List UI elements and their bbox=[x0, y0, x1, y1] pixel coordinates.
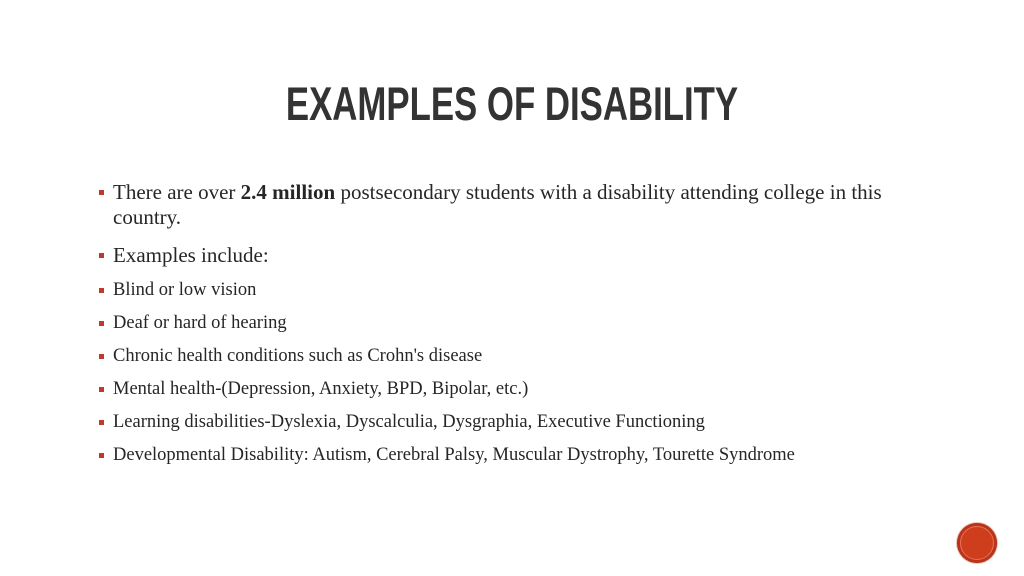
bullet-icon bbox=[99, 420, 104, 425]
bullet-item bbox=[99, 280, 919, 301]
bullet-item bbox=[99, 412, 919, 433]
bullet-icon bbox=[99, 453, 104, 458]
bullet-text: Learning disabilities-Dyslexia, Dyscalculia, Dysgraphia, Executive Functioning bbox=[113, 412, 705, 432]
slide-title: EXAMPLES OF DISABILITY bbox=[285, 77, 739, 130]
bullet-icon bbox=[99, 253, 104, 258]
bullet-text-post: postsecondary students with a disability attending college in this country. bbox=[113, 180, 882, 229]
bullet-item bbox=[99, 243, 919, 268]
next-slide-button[interactable] bbox=[957, 523, 997, 563]
bullet-item bbox=[99, 445, 919, 466]
bullet-item bbox=[99, 180, 919, 230]
bullet-text: Chronic health conditions such as Crohn's disease bbox=[113, 346, 483, 366]
bullet-item bbox=[99, 313, 919, 334]
bullet-item bbox=[99, 346, 919, 367]
bullet-item bbox=[99, 379, 919, 400]
bullet-text: Mental health-(Depression, Anxiety, BPD, Bipolar, etc.) bbox=[113, 379, 529, 399]
bullet-icon bbox=[99, 321, 104, 326]
bullet-icon bbox=[99, 387, 104, 392]
bullet-list bbox=[99, 180, 919, 478]
circle-icon bbox=[960, 526, 994, 560]
bullet-icon bbox=[99, 354, 104, 359]
bullet-icon bbox=[99, 190, 104, 195]
bullet-icon bbox=[99, 288, 104, 293]
bullet-text: Blind or low vision bbox=[113, 280, 257, 300]
bullet-text: Examples include: bbox=[113, 243, 269, 267]
bullet-text-pre: There are over bbox=[113, 180, 241, 204]
bullet-text-bold: 2.4 million bbox=[240, 180, 336, 204]
bullet-text: Developmental Disability: Autism, Cerebral Palsy, Muscular Dystrophy, Tourette Syndrome bbox=[113, 445, 795, 465]
bullet-text: Deaf or hard of hearing bbox=[113, 313, 287, 333]
